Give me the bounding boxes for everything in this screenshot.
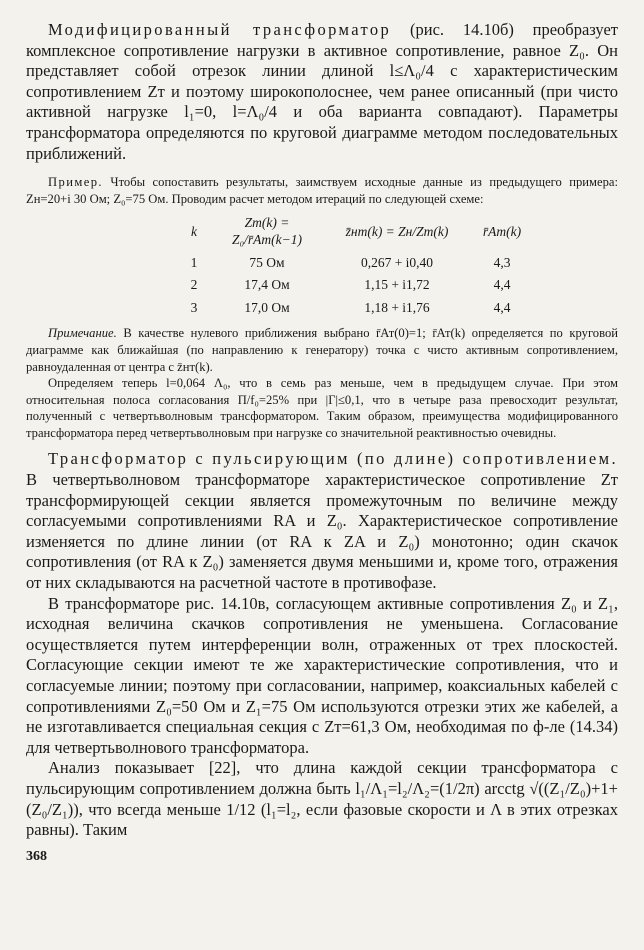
table-cell: 75 Ом <box>249 254 285 270</box>
heading-pulsating-transformer: Трансформатор с пульсирующим (по длине) сопротивлением. <box>48 449 618 469</box>
paragraph-modified-transformer <box>26 20 618 164</box>
note-lead: Примечание. <box>48 326 117 341</box>
table-cell: 0,267 + i0,40 <box>360 254 434 270</box>
note-text: В качестве нулевого приближения выбрано r̄Ат(0)=1; r̄Ат(k) определяется по круговой диаграмме как ближайшая (по направлению к генератору) точка с чисто активным сопротивлением, равноудаленная от центра с z̄нт(k). <box>26 326 619 374</box>
example-block <box>26 174 618 441</box>
example-paragraph <box>26 174 618 207</box>
paragraph-analysis: Анализ показывает [22], что длина каждой секции трансформатора с пульсирующим сопротивлением должна быть l₁/Λ₁=l₂/Λ₂=(1/2π) arcctg √((Z₁/Z₀)+1+(Z₀/Z₁)), что всегда меньше 1/12 (l₁=l₂, если фазовые скорости и Λ в этих отрезках равны). Таким <box>26 758 618 840</box>
heading-modified-transformer: Модифицированный трансформатор <box>48 20 392 39</box>
page-number: 368 <box>26 848 47 864</box>
paragraph-interference: В трансформаторе рис. 14.10в, согласующем активные сопротивления Z₀ и Z₁, исходная величина скачков сопротивления не уменьшена. Согласование осуществляется путем интерференции волн, отраженных от трех плоскостей. Согласующие секции имеют те же характеристические сопротивления, что и согласуемые линии; поэтому при согласовании, например, коаксиальных кабелей с сопротивлениями Z₀=50 Ом и Z₁=75 Ом используются отрезки этих же кабелей, а не изготавливается специальная секция с Zт=61,3 Ом, необходимая по ф-ле (14.34) для четвертьволнового трансформатора. <box>26 593 618 757</box>
table-header-rat: r̄Ат(k) <box>482 223 522 239</box>
table-cell: 1 <box>190 254 198 270</box>
table-header-row <box>176 212 532 251</box>
iteration-table <box>176 212 532 319</box>
table-cell: 17,4 Ом <box>244 277 290 293</box>
section-modified-transformer <box>26 20 618 164</box>
table-cell: 4,4 <box>493 277 511 293</box>
paragraph-pulsating <box>26 449 618 593</box>
note-paragraph <box>26 325 618 375</box>
table-cell: 3 <box>190 299 198 315</box>
section-pulsating-transformer <box>26 449 618 840</box>
table-row <box>176 274 532 297</box>
note-paragraph-2: Определяем теперь l=0,064 Λ₀, что в семь раз меньше, чем в предыдущем случае. При этом относительная полоса согласования П/f₀=25% при |Γ|≤0,1, что в четыре раза превосходит результат, полученный с четвертьволновым трансформатором. Таким образом, преимущества модифицированного трансформатора перед четвертьволновым при нагрузке со значительной реактивностью очевидны. <box>26 376 618 440</box>
table-cell: 2 <box>190 277 198 293</box>
table-cell: 17,0 Ом <box>244 299 290 315</box>
table-row <box>176 297 532 320</box>
paragraph-text: В четвертьволновом трансформаторе характеристическое сопротивление Zт трансформирующей секции является промежуточным по величине между согласуемыми сопротивлениями RA и Z₀. Характеристическое сопротивление изменяется по длине линии (от RA к ZA и Z₀) монотонно; один скачок сопротивления (от RA к Z₀) заменяется двумя меньшими и, кроме того, отражения от них складываются на расчетной частоте в противофазе. <box>26 470 618 593</box>
example-lead: Пример. <box>48 175 103 190</box>
table-header-zt: Zт(k) = Z₀/r̄Ат(k−1) <box>231 215 303 247</box>
table-header-k: k <box>191 223 197 239</box>
paragraph-text: (рис. 14.10б) преобразует комплексное сопротивление нагрузки в активное сопротивление, равное Z₀. Он представляет собой отрезок линии длиной l≤Λ₀/4 с характеристическим сопротивлением Zт и поэтому широкополоснее, чем ранее описанный (при чисто активной нагрузке l₁=0, l=Λ₀/4 и оба варианта совпадают). Параметры трансформатора определяются по круговой диаграмме методом последовательных приближений. <box>26 20 618 163</box>
table-cell: 1,18 + i1,76 <box>364 299 430 315</box>
table-cell: 4,3 <box>493 254 511 270</box>
table-row <box>176 252 532 275</box>
table-header-znt: z̄нт(k) = Zн/Zт(k) <box>345 223 449 239</box>
table-cell: 1,15 + i1,72 <box>364 277 430 293</box>
table-cell: 4,4 <box>493 299 511 315</box>
example-text: Чтобы сопоставить результаты, заимствуем исходные данные из предыдущего примера: Zн=20+i 30 Ом; Z₀=75 Ом. Проводим расчет методом итераций по следующей схеме: <box>26 175 618 206</box>
